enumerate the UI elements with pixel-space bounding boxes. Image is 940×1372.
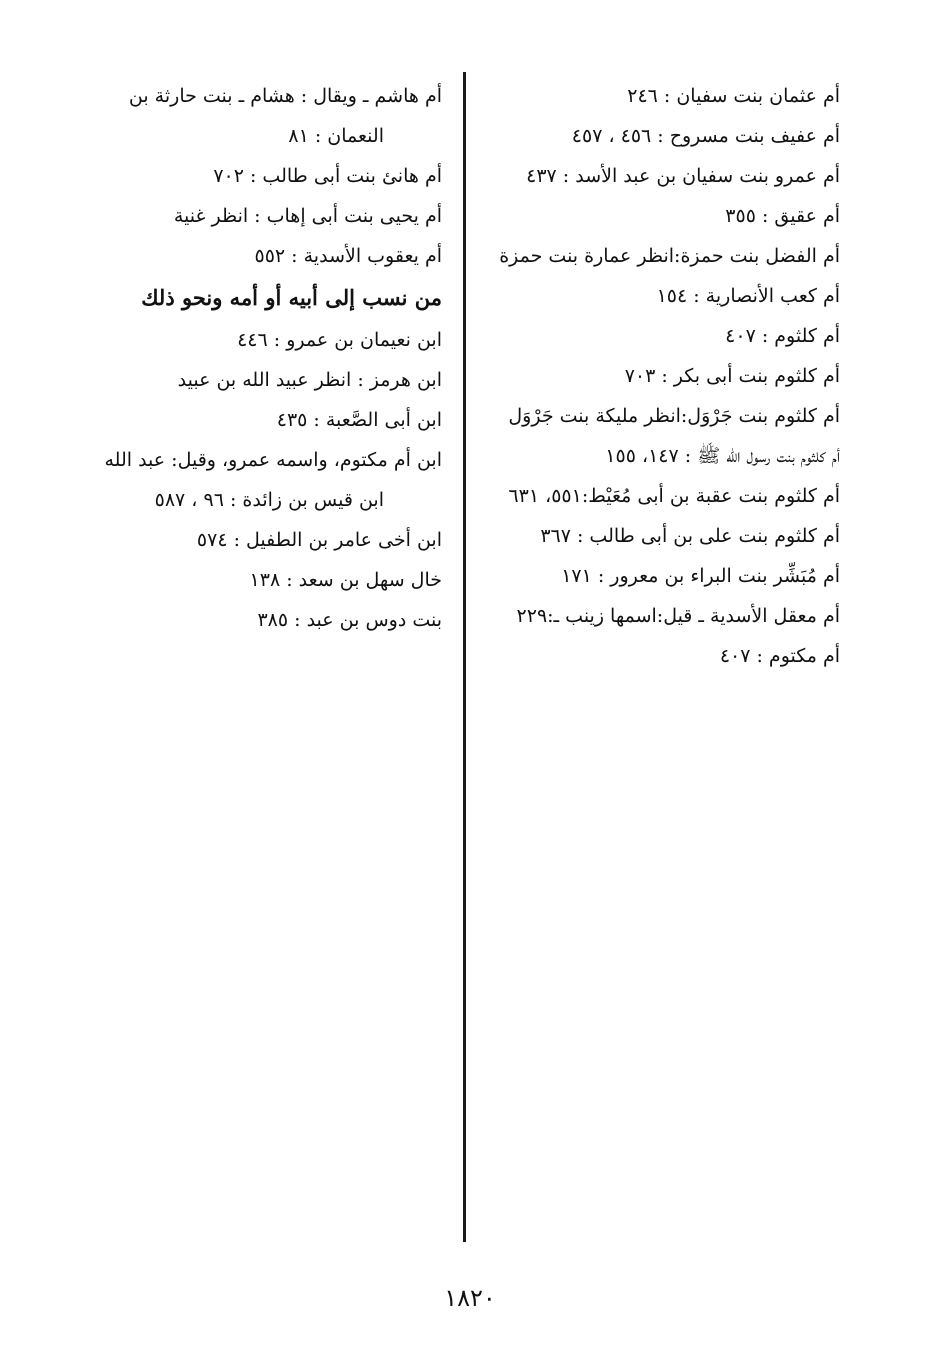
index-entry: أم يعقوب الأسدية : ٥٥٢: [254, 245, 442, 267]
index-entry: أم كلثوم بنت عقبة بن أبى مُعَيْط:٥٥١، ٦٣١: [508, 485, 840, 507]
index-entry: أم كلثوم بنت أبى بكر : ٧٠٣: [624, 365, 840, 387]
index-entry: أم الفضل بنت حمزة:انظر عمارة بنت حمزة: [499, 245, 840, 267]
index-entry-continuation: ابن قيس بن زائدة : ٩٦ ، ٥٨٧: [154, 489, 384, 511]
index-entry: ابن نعيمان بن عمرو : ٤٤٦: [237, 329, 442, 351]
index-entry: أم عثمان بنت سفيان : ٢٤٦: [627, 85, 840, 107]
index-entry: ابن أخى عامر بن الطفيل : ٥٧٤: [196, 529, 442, 551]
index-entry: ابن أبى الصَّعبة : ٤٣٥: [276, 409, 442, 431]
index-entry: أم يحيى بنت أبى إهاب : انظر غنية: [173, 205, 442, 227]
index-entry: خال سهل بن سعد : ١٣٨: [249, 569, 442, 591]
index-entry: أم كلثوم بنت جَرْوَل:انظر مليكة بنت جَرْوَل: [508, 405, 840, 427]
index-entry: أم هاشم ـ ويقال : هشام ـ بنت حارثة بن: [128, 85, 442, 107]
index-entry: أم كعب الأنصارية : ١٥٤: [656, 285, 840, 307]
section-heading: من نسب إلى أبيه أو أمه ونحو ذلك: [141, 285, 442, 310]
index-entry: أم كلثوم بنت رسول الله ﷺ : ١٤٧، ١٥٥: [605, 445, 840, 467]
index-entry: أم عفيف بنت مسروح : ٤٥٦ ، ٤٥٧: [571, 125, 840, 147]
column-divider: [463, 72, 466, 1242]
index-entry: ابن أم مكتوم، واسمه عمرو، وقيل: عبد الله: [104, 449, 442, 471]
index-column-right: [490, 76, 840, 676]
index-entry: أم مكتوم : ٤٠٧: [719, 645, 840, 667]
page-number: ١٨٢٠: [444, 1284, 496, 1312]
index-entry: ابن هرمز : انظر عبيد الله بن عبيد: [177, 369, 442, 391]
index-entry-continuation: النعمان : ٨١: [288, 125, 384, 147]
index-column-left: [92, 76, 442, 640]
index-entry: أم كلثوم : ٤٠٧: [725, 325, 840, 347]
index-entry: أم مُبَشِّر بنت البراء بن معرور : ١٧١: [561, 565, 840, 587]
index-entry: أم هانئ بنت أبى طالب : ٧٠٢: [213, 165, 442, 187]
index-entry: أم معقل الأسدية ـ قيل:اسمها زينب ـ:٢٢٩: [516, 605, 840, 627]
index-entry: أم كلثوم بنت على بن أبى طالب : ٣٦٧: [540, 525, 840, 547]
index-entry: أم عقيق : ٣٥٥: [725, 205, 840, 227]
index-entry: أم عمرو بنت سفيان بن عبد الأسد : ٤٣٧: [526, 165, 840, 187]
index-entry: بنت دوس بن عبد : ٣٨٥: [257, 609, 442, 631]
